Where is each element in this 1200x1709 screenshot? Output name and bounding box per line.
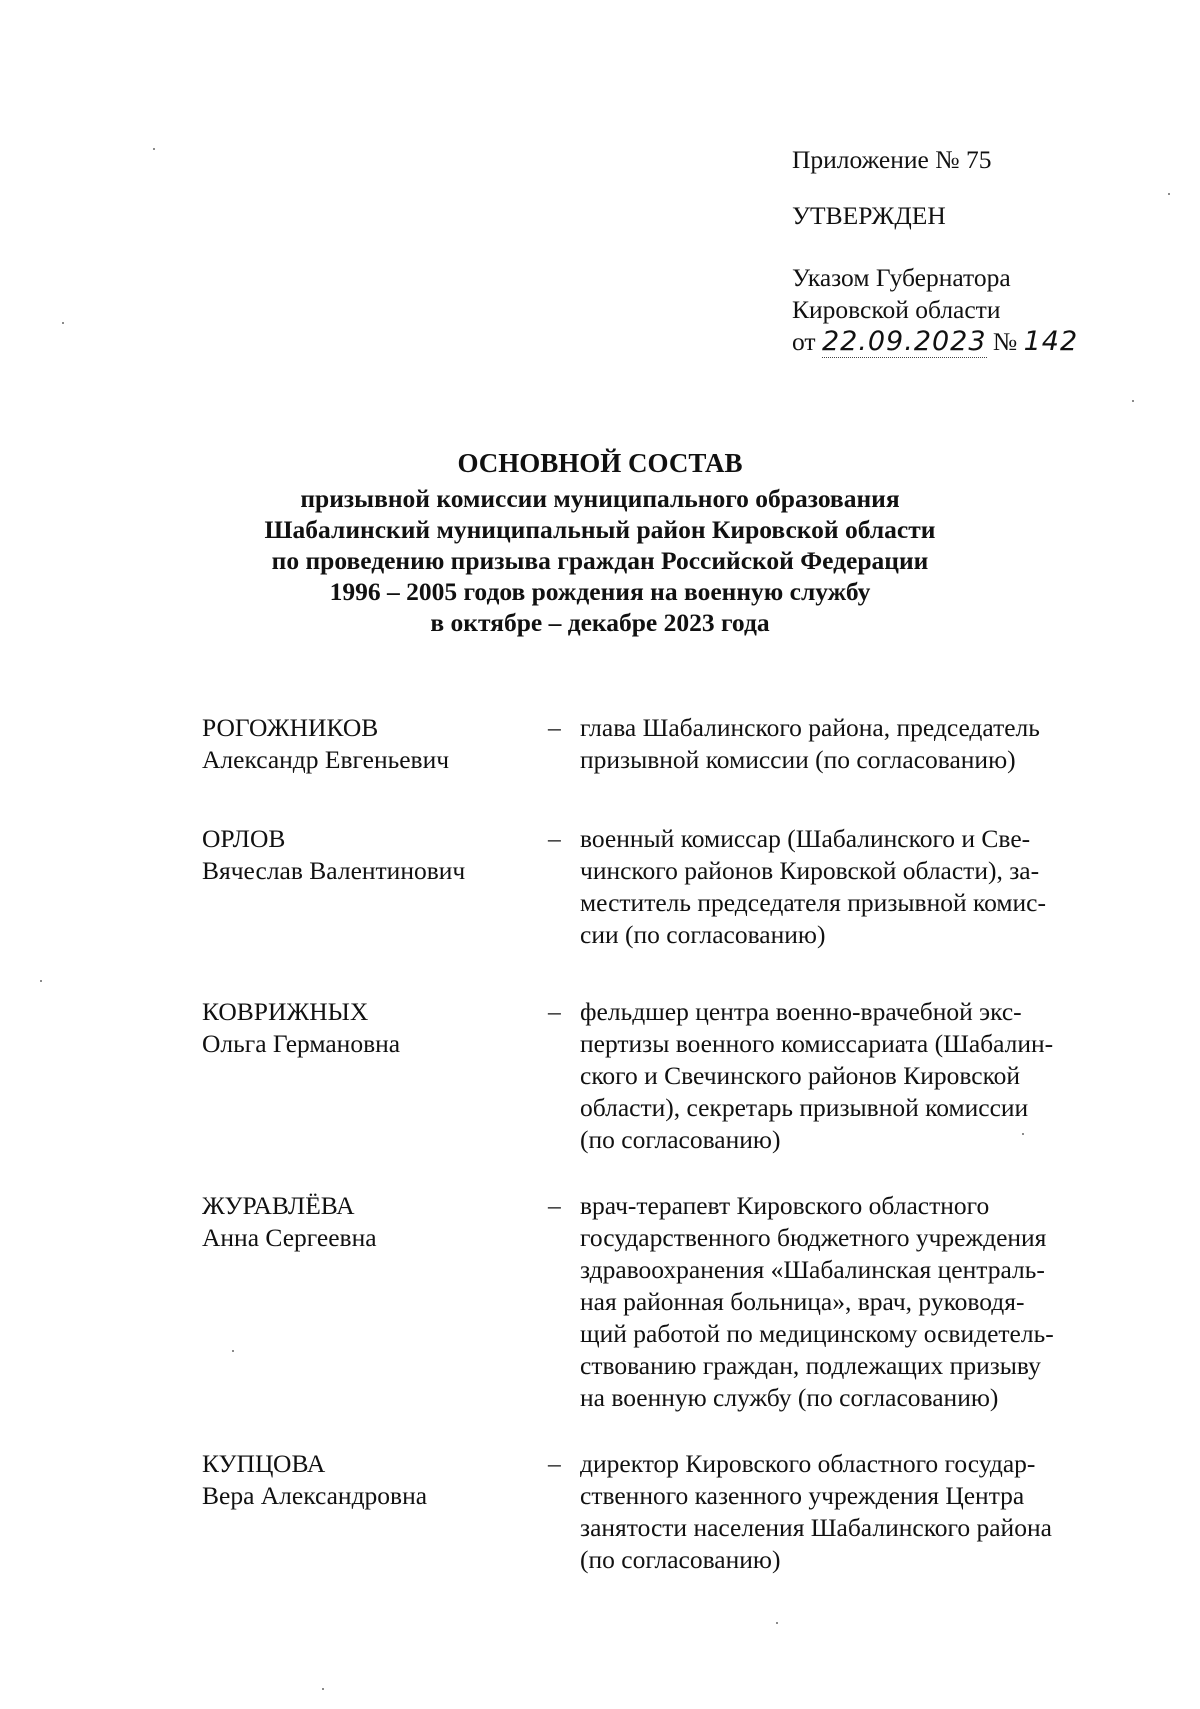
member-given-name: Анна Сергеевна (202, 1223, 377, 1252)
scan-speck (40, 980, 42, 982)
role-line: фельдшер центра военно-врачебной экс- (580, 997, 1022, 1026)
member-surname: ОРЛОВ (202, 824, 286, 853)
handwritten-number: 142 (1023, 326, 1079, 357)
member-role (580, 1190, 1105, 1414)
member-surname: РОГОЖНИКОВ (202, 713, 379, 742)
member-given-name: Вячеслав Валентинович (202, 856, 466, 885)
decree-date-line (792, 326, 1172, 358)
decree-line-1: Указом Губернатора (792, 263, 1011, 292)
role-line: государственного бюджетного учреждения (580, 1223, 1047, 1252)
dash-separator: – (548, 713, 561, 742)
scan-speck (1022, 1133, 1024, 1135)
scan-speck (153, 148, 155, 150)
dash-separator: – (548, 824, 561, 853)
role-line: сии (по согласованию) (580, 920, 826, 949)
scan-speck (232, 1350, 234, 1352)
title-main: ОСНОВНОЙ СОСТАВ (457, 448, 743, 478)
document-title (150, 448, 1050, 638)
role-line: ственного казенного учреждения Центра (580, 1481, 1025, 1510)
date-prefix: от (792, 327, 816, 356)
role-line: занятости населения Шабалинского района (580, 1513, 1052, 1542)
member-surname: КОВРИЖНЫХ (202, 997, 369, 1026)
role-line: призывной комиссии (по согласованию) (580, 745, 1016, 774)
role-line: (по согласованию) (580, 1125, 781, 1154)
title-line: в октябре – декабре 2023 года (430, 608, 770, 637)
dash-separator: – (548, 997, 561, 1026)
number-prefix: № (992, 327, 1018, 356)
approved-stamp-text: УТВЕРЖДЕН (792, 201, 946, 230)
member-role (580, 712, 1105, 776)
role-line: ствованию граждан, подлежащих призыву (580, 1351, 1041, 1380)
appendix-number: Приложение № 75 (792, 145, 992, 174)
role-line: ная районная больница», врач, руководя- (580, 1287, 1025, 1316)
member-name (202, 1448, 532, 1512)
handwritten-date: 22.09.2023 (821, 326, 987, 357)
role-line: на военную службу (по согласованию) (580, 1383, 999, 1412)
role-line: области), секретарь призывной комиссии (580, 1093, 1029, 1122)
member-role (580, 823, 1105, 951)
title-line: 1996 – 2005 годов рождения на военную службу (329, 577, 871, 606)
member-surname: ЖУРАВЛЁВА (202, 1191, 355, 1220)
scan-speck (62, 322, 64, 324)
member-role (580, 1448, 1105, 1576)
title-line: по проведению призыва граждан Российской Федерации (271, 546, 929, 575)
member-role (580, 996, 1105, 1156)
role-line: чинского районов Кировской области), за- (580, 856, 1040, 885)
member-given-name: Александр Евгеньевич (202, 745, 450, 774)
role-line: директор Кировского областного государ- (580, 1449, 1036, 1478)
role-line: (по согласованию) (580, 1545, 781, 1574)
decree-line-2: Кировской области (792, 295, 1001, 324)
title-line: Шабалинский муниципальный район Кировской области (264, 515, 936, 544)
dash-separator: – (548, 1191, 561, 1220)
member-given-name: Ольга Германовна (202, 1029, 401, 1058)
title-line: призывной комиссии муниципального образования (300, 484, 900, 513)
role-line: меститель председателя призывной комис- (580, 888, 1046, 917)
member-given-name: Вера Александровна (202, 1481, 428, 1510)
member-name (202, 1190, 532, 1254)
role-line: врач-терапевт Кировского областного (580, 1191, 990, 1220)
member-surname: КУПЦОВА (202, 1449, 326, 1478)
member-name (202, 823, 532, 887)
role-line: пертизы военного комиссариата (Шабалин- (580, 1029, 1054, 1058)
role-line: глава Шабалинского района, председатель (580, 713, 1040, 742)
member-name (202, 712, 532, 776)
role-line: щий работой по медицинскому освидетель- (580, 1319, 1054, 1348)
role-line: здравоохранения «Шабалинская централь- (580, 1255, 1045, 1284)
scan-speck (1132, 400, 1134, 402)
scan-speck (776, 1622, 778, 1624)
dash-separator: – (548, 1449, 561, 1478)
scan-speck (322, 1688, 324, 1690)
approval-block (792, 144, 1172, 358)
member-name (202, 996, 532, 1060)
role-line: военный комиссар (Шабалинского и Све- (580, 824, 1031, 853)
role-line: ского и Свечинского районов Кировской (580, 1061, 1021, 1090)
scan-speck (1168, 193, 1170, 195)
